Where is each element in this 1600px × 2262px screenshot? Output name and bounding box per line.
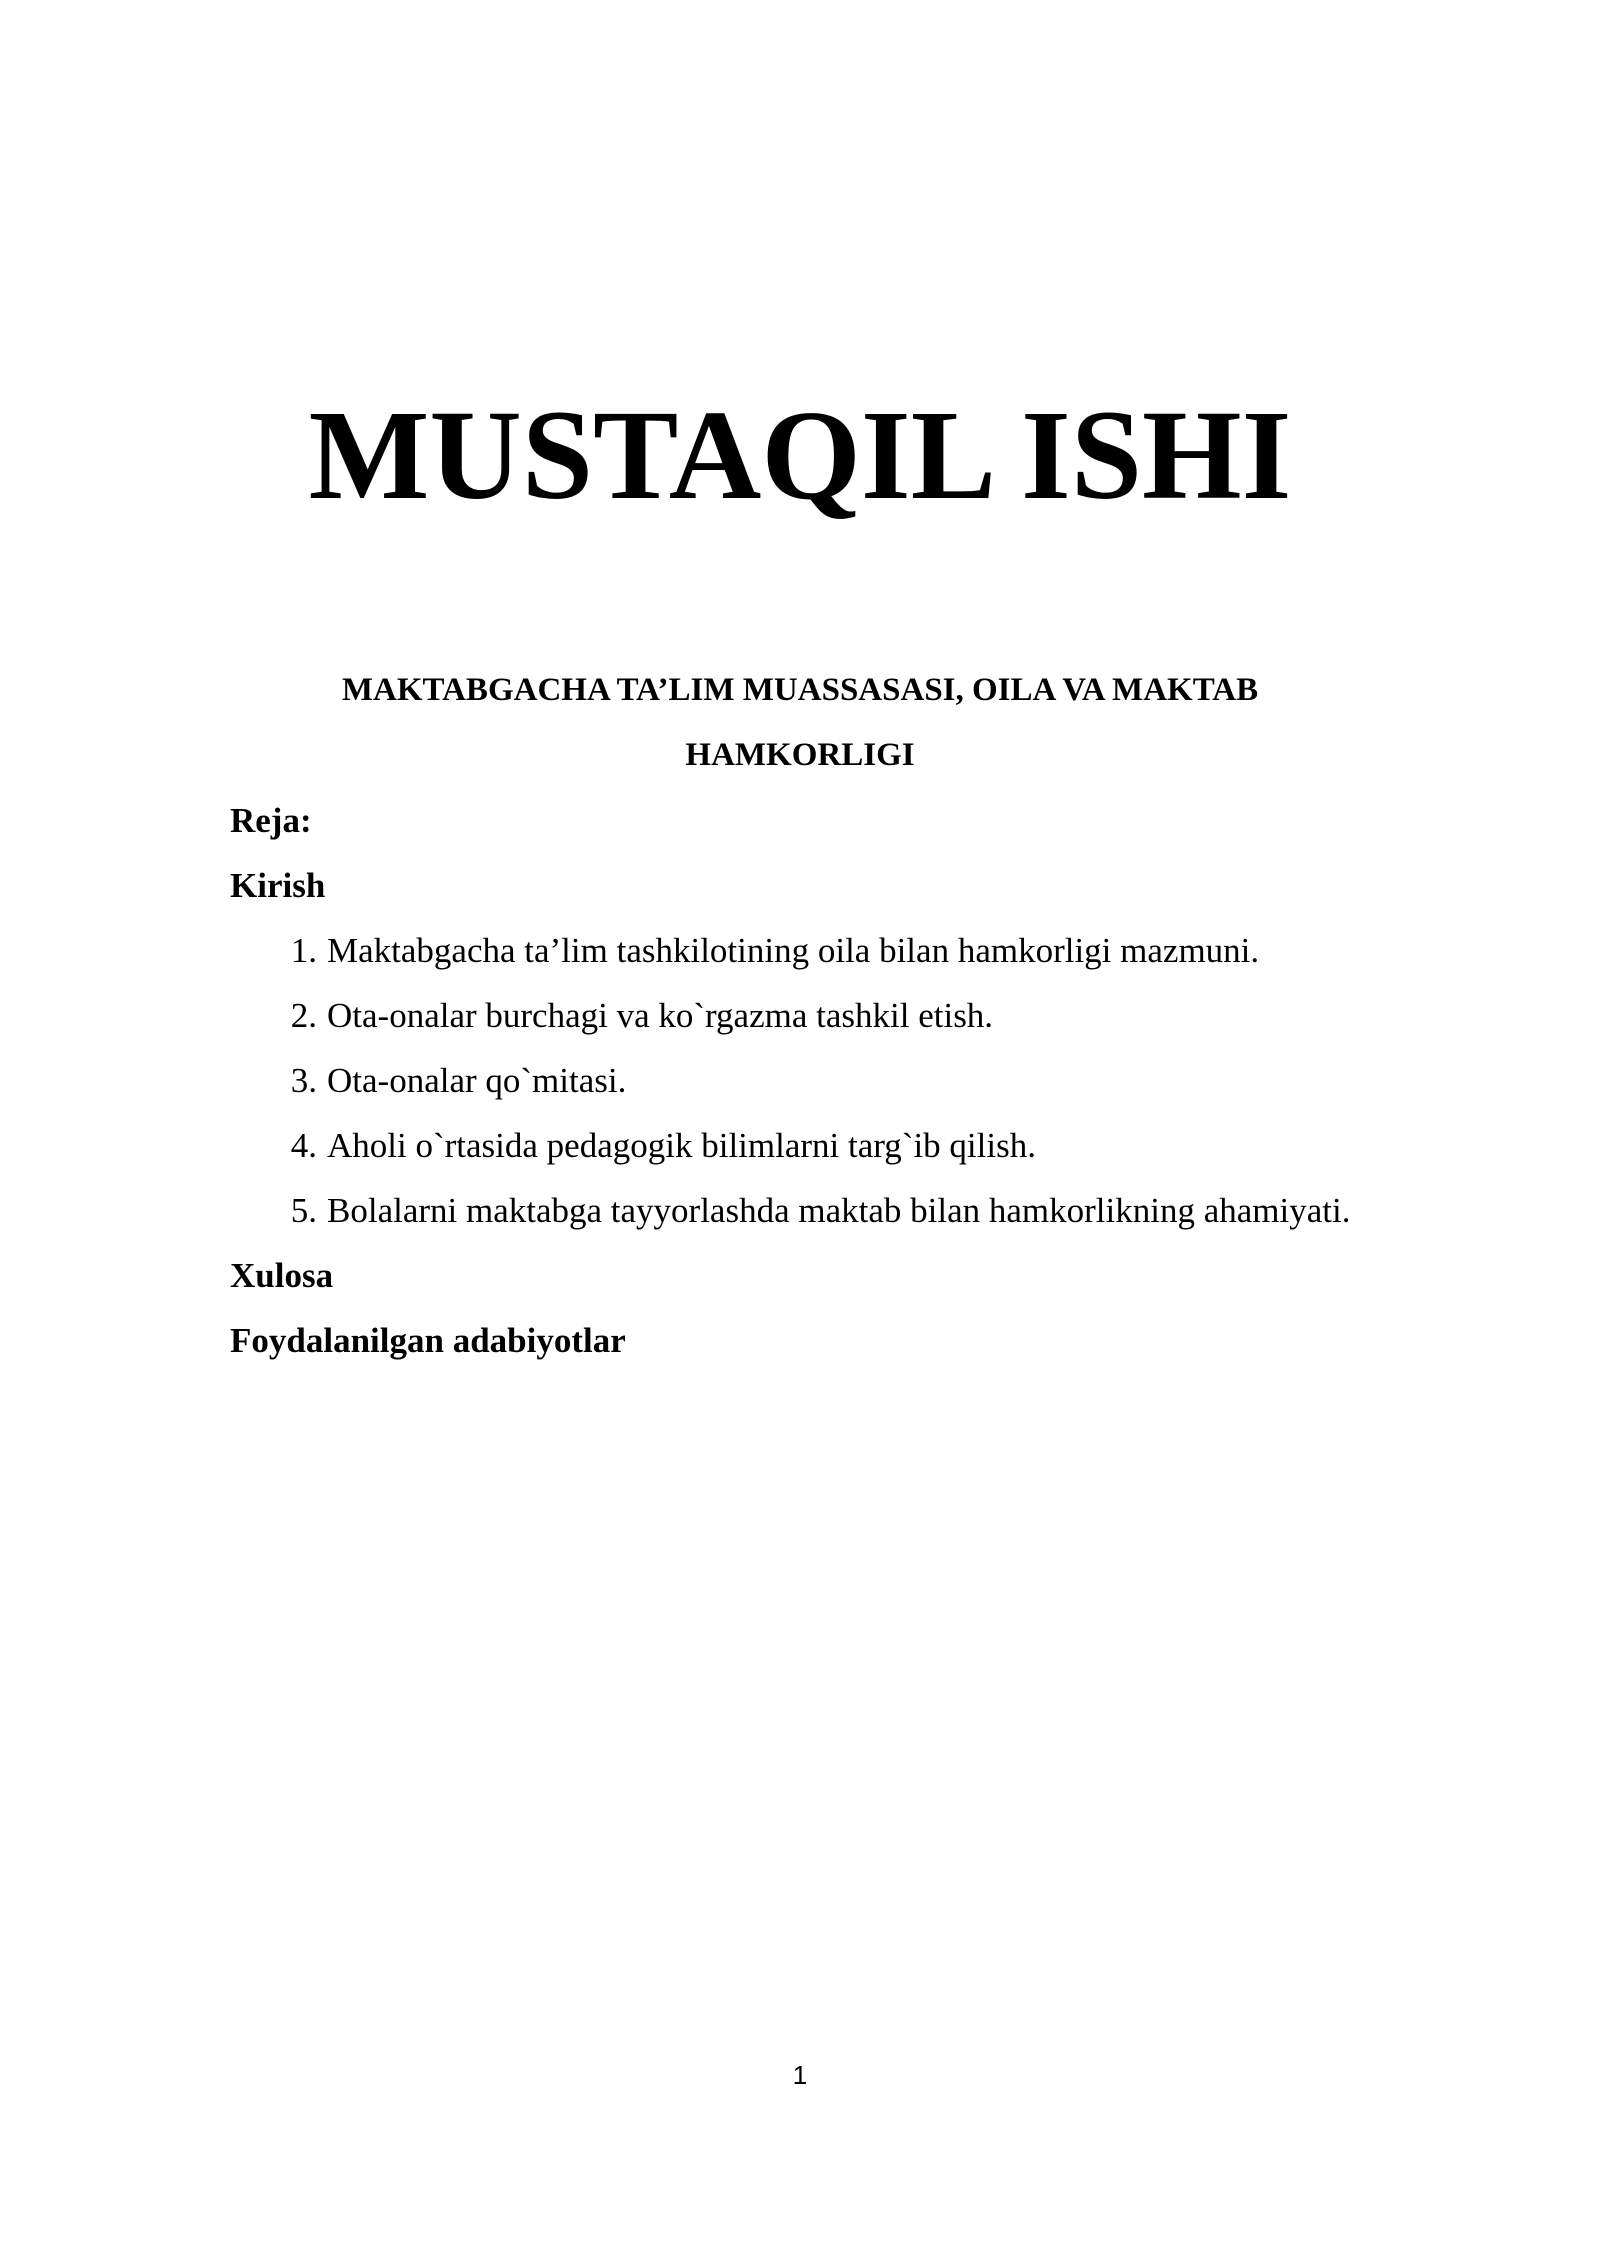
document-title: MUSTAQIL ISHI [308, 384, 1292, 526]
document-subtitle [0, 658, 1600, 788]
references-label: Foydalanilgan adabiyotlar [230, 1321, 626, 1360]
list-item-text: Ota-onalar burchagi va ko`rgazma tashkil etish. [327, 996, 994, 1035]
list-item [230, 1113, 1530, 1178]
list-item [230, 1048, 1530, 1113]
list-item-text: Maktabgacha ta’lim tashkilotining oila bilan hamkorligi mazmuni. [327, 931, 1260, 970]
plan-label: Reja: [230, 801, 312, 840]
list-item [230, 983, 1530, 1048]
conclusion-label: Xulosa [230, 1256, 334, 1295]
list-item-number: 5. [290, 1191, 317, 1230]
list-item-number: 4. [290, 1126, 317, 1165]
subtitle-line-1: MAKTABGACHA TA’LIM MUASSASASI, OILA VA MAKTAB [341, 672, 1259, 708]
list-item-text: Aholi o`rtasida pedagogik bilimlarni targ`ib qilish. [327, 1126, 1036, 1165]
list-item-number: 3. [290, 1061, 317, 1100]
list-item-number: 1. [290, 931, 317, 970]
list-item [230, 918, 1530, 983]
list-item-text: Bolalarni maktabga tayyorlashda maktab bilan hamkorlikning ahamiyati. [327, 1191, 1351, 1230]
list-item-text: Ota-onalar qo`mitasi. [327, 1061, 627, 1100]
plan-list [230, 918, 1530, 1243]
plan-section [230, 788, 1530, 1373]
page-number: 1 [792, 2060, 808, 2090]
list-item [230, 1178, 1530, 1243]
list-item-number: 2. [290, 996, 317, 1035]
intro-label: Kirish [230, 866, 326, 905]
subtitle-line-2: HAMKORLIGI [685, 737, 915, 773]
